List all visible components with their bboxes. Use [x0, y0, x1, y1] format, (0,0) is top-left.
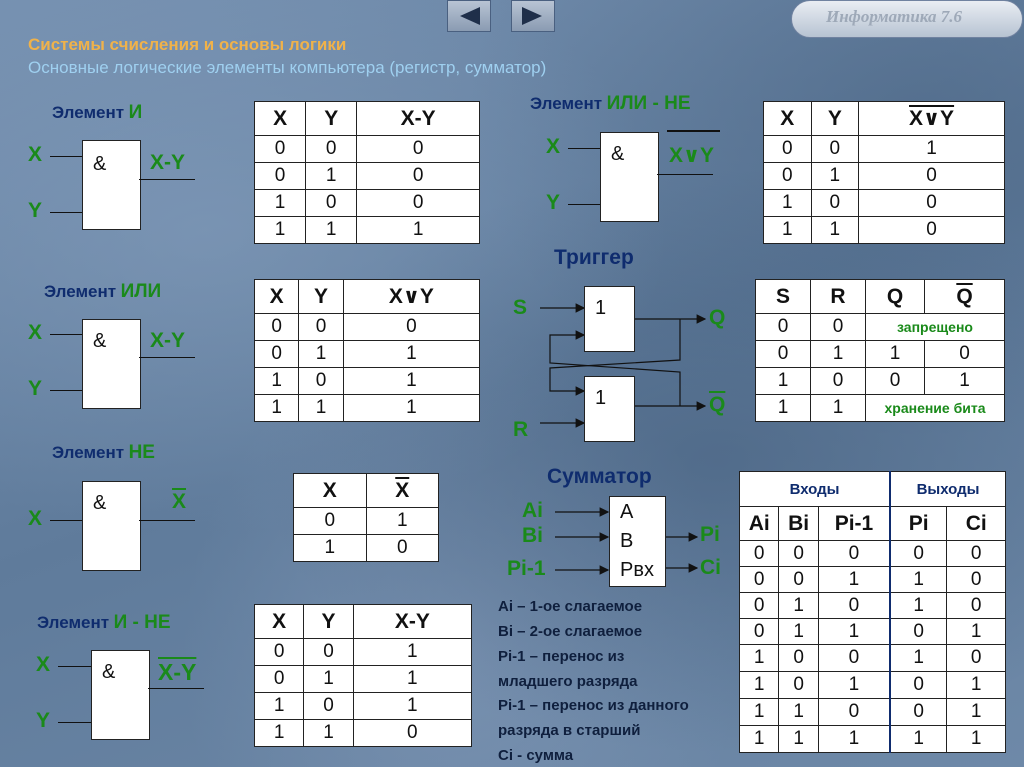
arrow-right-icon — [520, 5, 546, 27]
and-input-x: X — [28, 143, 43, 166]
or-gate: & — [82, 319, 141, 409]
table-row: 1 0 0 1 0 — [740, 645, 1006, 672]
table-row: 1 0 0 — [255, 190, 480, 217]
table-row: 1 1 1 — [255, 217, 480, 244]
table-row: 0 1 1 — [255, 666, 472, 693]
table-row: 0 1 1 0 1 — [740, 619, 1006, 645]
adder-note: Bi – 2-ое слагаемое — [498, 623, 643, 640]
table-row: 0 1 — [294, 508, 439, 535]
adder-output-c: Ci — [700, 556, 721, 579]
nand-gate: & — [91, 650, 150, 740]
adder-block: A B Pвх — [609, 496, 666, 587]
page-subtitle: Основные логические элементы компьютера (регистр, сумматор) — [28, 58, 547, 77]
and-section-label — [52, 102, 142, 124]
page-title: Системы счисления и основы логики — [28, 35, 347, 54]
adder-note: разряда в старший — [498, 722, 641, 739]
and-gate — [82, 140, 141, 230]
not-section-label: Элемент НЕ — [52, 442, 155, 463]
or-section-label: Элемент ИЛИ — [44, 281, 162, 302]
trigger-input-s: S — [513, 296, 528, 319]
and-truth-table: X Y X-Y 0 0 0 0 1 0 1 0 0 1 1 1 — [254, 101, 480, 244]
adder-input-b: Bi — [522, 524, 543, 547]
adder-note: Ci - сумма — [498, 747, 574, 764]
adder-title: Сумматор — [547, 465, 652, 488]
nand-output: X-Y — [158, 659, 197, 685]
adder-truth-table: Входы Выходы Ai Bi Pi-1 Pi Ci 0 0 0 0 0 0 0 1 1 0 0 1 0 1 0 0 1 1 0 1 1 0 0 1 0 1 0 1 0 1 1 1 0 0 1 1 1 1 1 1 — [739, 471, 1006, 753]
table-row: 1 1 0 0 1 — [740, 699, 1006, 726]
trigger-truth-table: S R Q $\overline{Q}$ 0 0 запрещено 0 1 1 0 1 0 0 1 1 1 хранение бита — [755, 279, 1005, 422]
nor-output: X∨Y — [669, 144, 715, 167]
table-row: 1 0 1 0 1 — [740, 672, 1006, 699]
adder-note: Pi-1 – перенос из данного — [498, 697, 689, 714]
trigger-output-q: Q — [709, 306, 726, 329]
nor-gate: & — [600, 132, 659, 222]
table-row: 0 1 0 — [764, 163, 1005, 190]
nor-truth-table: X Y X∨Y 0 0 1 0 1 0 1 0 0 1 1 0 — [763, 101, 1005, 244]
table-row: 0 0 1 — [255, 639, 472, 666]
and-label: Элемент — [52, 103, 125, 122]
table-row: 1 1 1 — [255, 395, 480, 422]
table-row: 1 1 хранение бита — [756, 395, 1005, 422]
arrow-left-icon — [456, 5, 482, 27]
or-input-y: Y — [28, 377, 43, 400]
trigger-title: Триггер — [554, 246, 634, 269]
course-badge — [791, 0, 1023, 38]
or-truth-table: X Y X∨Y 0 0 0 0 1 1 1 0 1 1 1 1 — [254, 279, 480, 422]
adder-output-p: Pi — [700, 523, 720, 546]
not-gate: & — [82, 481, 141, 571]
trigger-gate-bottom: 1 — [584, 376, 635, 442]
nand-input-y: Y — [36, 709, 51, 732]
table-row: 0 0 0 0 0 — [740, 541, 1006, 567]
nand-truth-table: X Y X-Y 0 0 1 0 1 1 1 0 1 1 1 0 — [254, 604, 472, 747]
nand-section-label: Элемент И - НЕ — [37, 612, 171, 633]
table-row: 0 0 запрещено — [756, 314, 1005, 341]
not-input-x: X — [28, 507, 43, 530]
trigger-input-r: R — [513, 418, 529, 441]
trigger-output-not-q: $\overline{Q}$ — [709, 393, 726, 416]
and-input-y: Y — [28, 199, 43, 222]
adder-note: младшего разряда — [498, 673, 638, 690]
table-row: 1 0 1 — [255, 693, 472, 720]
adder-input-p: Pi-1 — [507, 557, 546, 580]
table-row: 0 1 1 — [255, 341, 480, 368]
table-row: 0 1 0 1 0 — [740, 593, 1006, 619]
adder-note: Ai – 1-ое слагаемое — [498, 598, 643, 615]
previous-slide-button[interactable] — [447, 0, 491, 32]
nor-input-y: Y — [546, 191, 561, 214]
or-input-x: X — [28, 321, 43, 344]
table-row: 1 0 1 — [255, 368, 480, 395]
next-slide-button[interactable] — [511, 0, 555, 32]
table-row: 1 0 0 — [764, 190, 1005, 217]
table-row: 0 1 1 0 — [756, 341, 1005, 368]
table-row: 1 0 0 1 — [756, 368, 1005, 395]
table-row: 1 1 1 1 1 — [740, 726, 1006, 753]
and-name: И — [128, 102, 143, 123]
table-row: 0 1 0 — [255, 163, 480, 190]
not-output: $\overline{X}$ — [172, 490, 187, 513]
and-output: X-Y — [150, 151, 186, 174]
nor-input-x: X — [546, 135, 561, 158]
or-output: X-Y — [150, 329, 186, 352]
table-row: 0 0 0 — [255, 314, 480, 341]
table-row: 0 0 1 — [764, 136, 1005, 163]
table-row: 0 0 1 1 0 — [740, 567, 1006, 593]
badge-text: Информатика 7.6 — [826, 7, 962, 26]
and-symbol: & — [93, 153, 107, 175]
table-row: 0 0 0 — [255, 136, 480, 163]
table-row: 1 0 — [294, 535, 439, 562]
adder-note: Pi-1 – перенос из — [498, 648, 625, 665]
table-row: 1 1 0 — [255, 720, 472, 747]
nand-input-x: X — [36, 653, 51, 676]
trigger-gate-top: 1 — [584, 286, 635, 352]
nor-section-label: Элемент ИЛИ - НЕ — [530, 93, 691, 114]
not-truth-table: X $\overline{X}$ 0 1 1 0 — [293, 473, 439, 562]
adder-input-a: Ai — [522, 499, 543, 522]
table-row: 1 1 0 — [764, 217, 1005, 244]
